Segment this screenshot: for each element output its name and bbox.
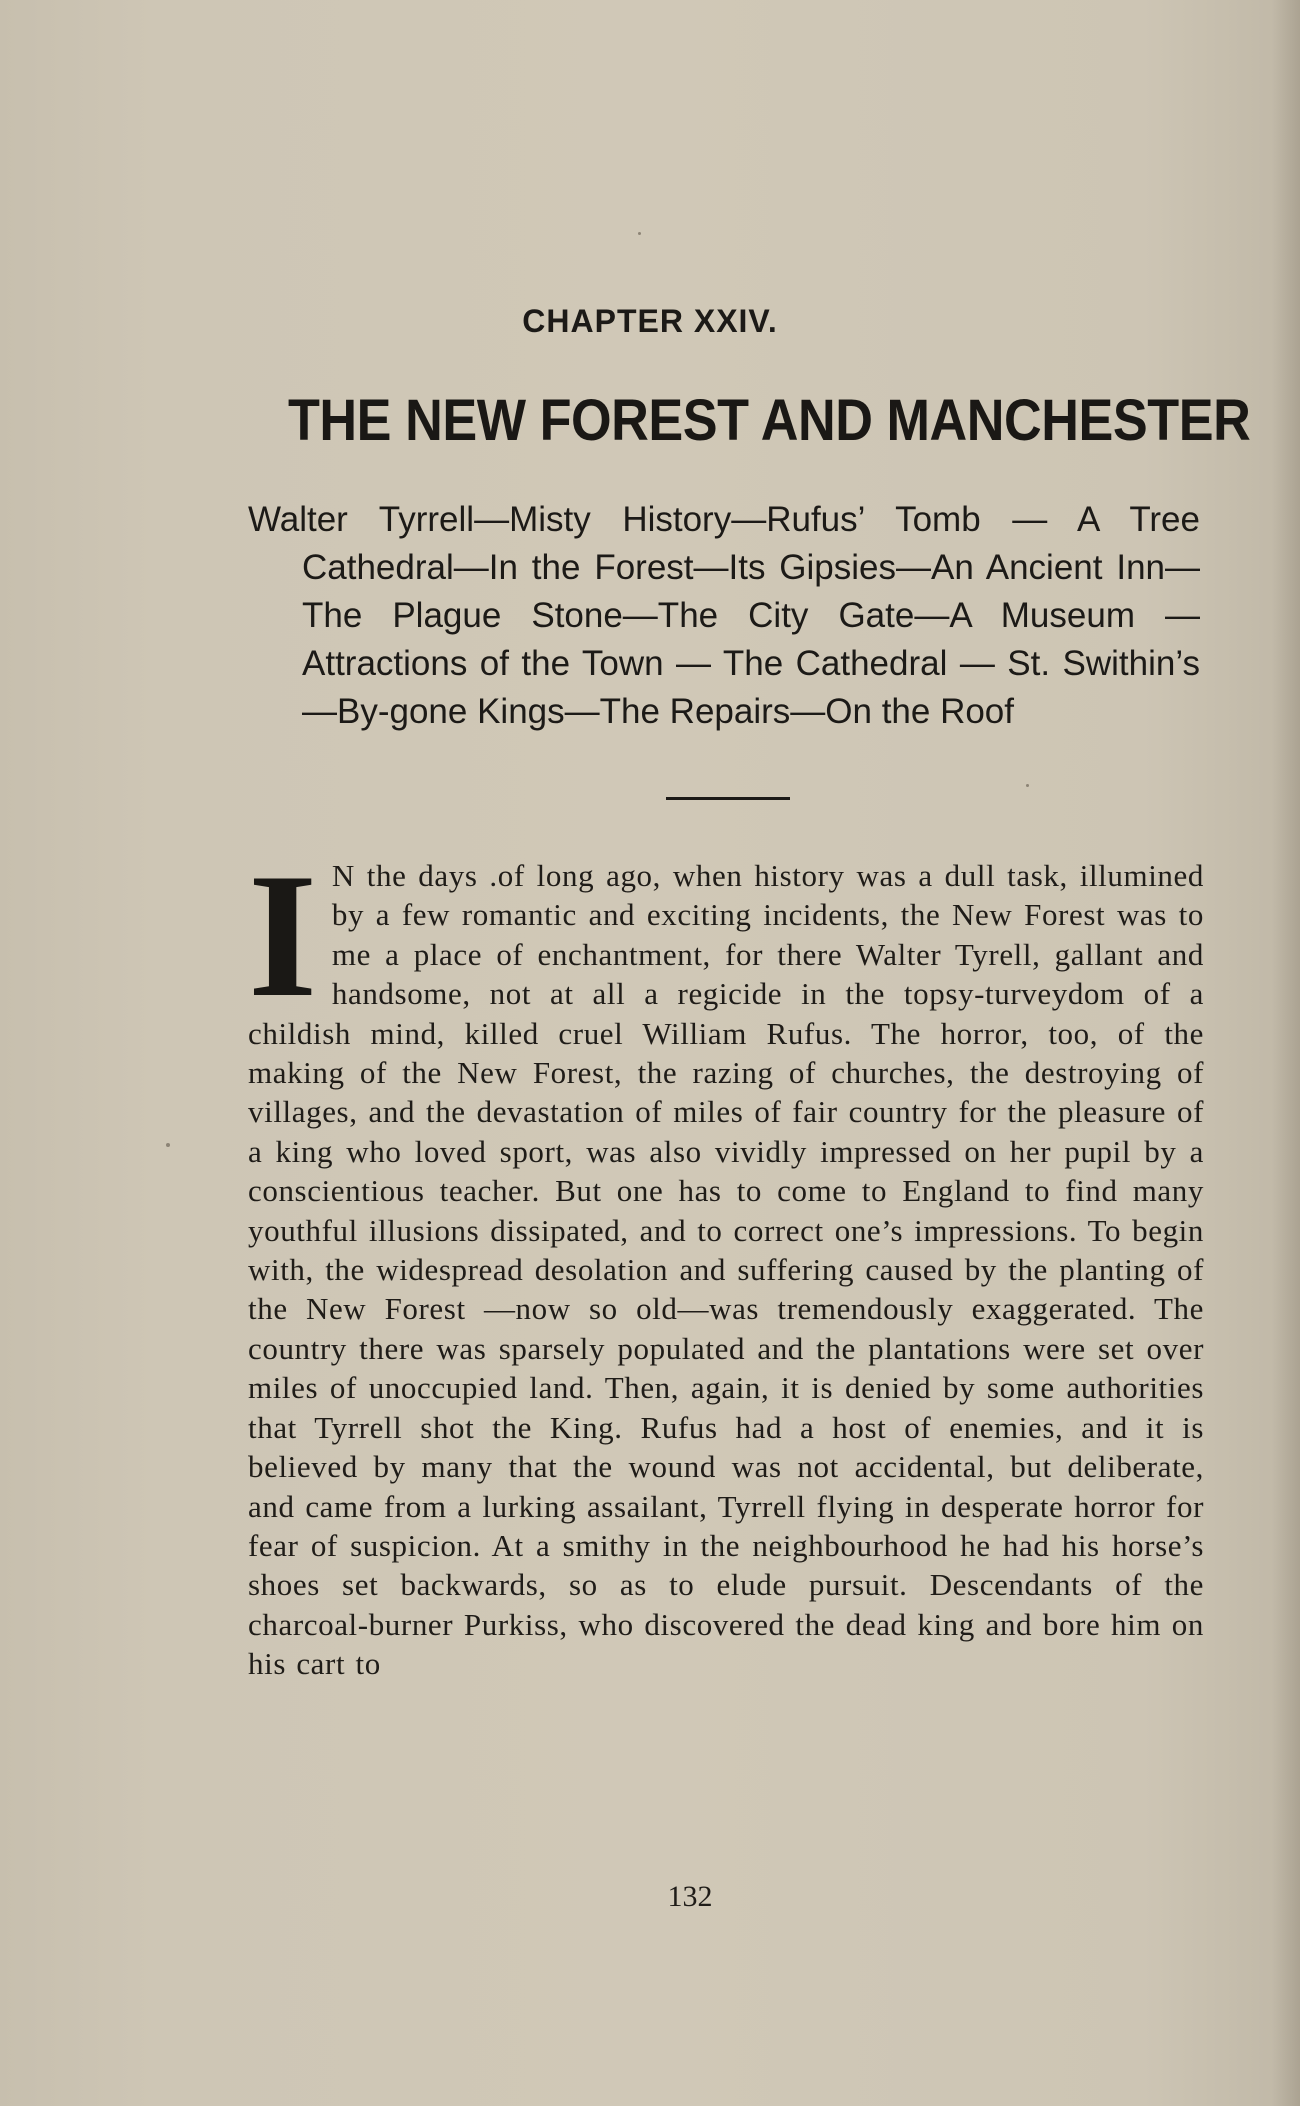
chapter-title: THE NEW FOREST AND MANCHESTER (288, 388, 1251, 453)
drop-cap: I (248, 836, 318, 1034)
body-paragraph (248, 836, 1204, 1684)
section-divider (666, 797, 790, 800)
paper-speck (638, 232, 641, 235)
body-paragraph-text: N the days .of long ago, when history was a dull task, illumined by a few romantic and exciting incidents, the New Forest was to me a place of enchantment, for there Walter Tyrell, gallant and handsome, not at all a regicide in the topsy-turveydom of a childish mind, killed cruel William Rufus. The horror, too, of the making of the New Forest, the razing of churches, the destroying of villages, and the devastation of miles of fair country for the pleasure of a king who loved sport, was also vividly impressed on her pupil by a conscientious teacher. But one has to come to England to find many youthful illusions dissipated, and to correct one’s impressions. To begin with, the widespread desolation and suffering caused by the planting of the New Forest —now so old—was tremendously exaggerated. The country there was sparsely populated and the plantations were set over miles of unoccupied land. Then, again, it is denied by some authorities that Tyrrell shot the King. Rufus had a host of enemies, and it is believed by many that the wound was not accidental, but deliberate, and came from a lurking assailant, Tyrrell flying in desperate horror for fear of suspicion. At a smithy in the neighbourhood he had his horse’s shoes set backwards, so as to elude pursuit. Descendants of the charcoal-burner Purkiss, who discovered the dead king and bore him on his cart to (248, 858, 1204, 1682)
chapter-synopsis: Walter Tyrrell—Misty History—Rufus’ Tomb — A Tree Cathedral—In the Forest—Its Gipsies—An Ancient Inn—The Plague Stone—The City Gate—A Museum — Attractions of the Town — The Cathedral — St. Swithin’s—By-gone Kings—The Repairs—On the Roof (248, 500, 1200, 731)
chapter-label: CHAPTER XXIV. (522, 303, 778, 339)
page-number: 132 (667, 1880, 713, 1913)
paper-speck (1026, 784, 1029, 787)
paper-speck (166, 1143, 170, 1147)
